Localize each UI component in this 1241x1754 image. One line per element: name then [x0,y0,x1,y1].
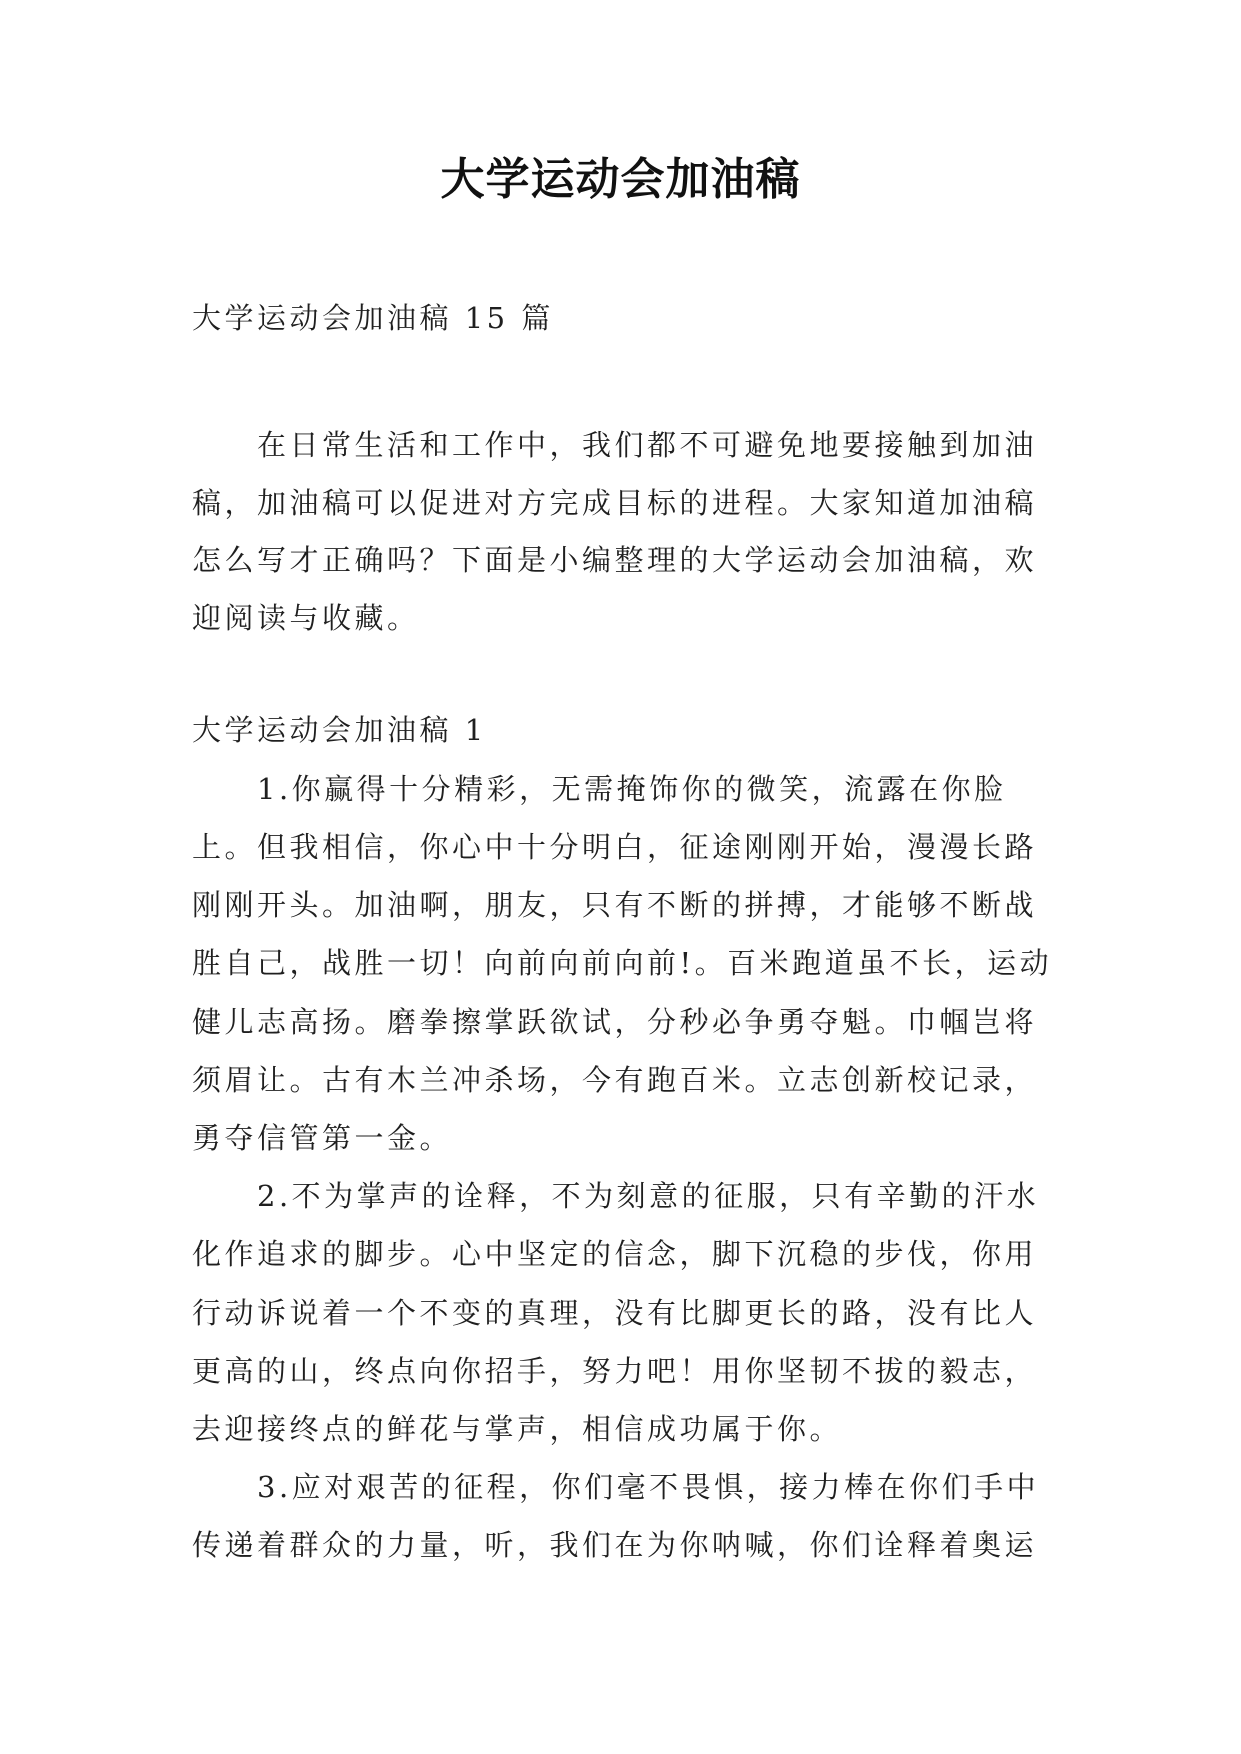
section-heading: 大学运动会加油稿 1 [192,712,487,747]
paragraph-1: 1.你赢得十分精彩，无需掩饰你的微笑，流露在你脸上。但我相信，你心中十分明白，征途刚刚开始，漫漫长路刚刚开头。加油啊，朋友，只有不断的拼搏，才能够不断战胜自己，战胜一切！向前向前向前!。百米跑道虽不长，运动健儿志高扬。磨拳擦掌跃欲试，分秒必争勇夺魁。巾帼岂将须眉让。古有木兰冲杀场，今有跑百米。立志创新校记录，勇夺信管第一金。 [192,771,1053,1156]
document-subtitle: 大学运动会加油稿 15 篇 [192,301,554,335]
paragraph-3: 3.应对艰苦的征程，你们毫不畏惧，接力棒在你们手中传递着群众的力量，听，我们在为你呐喊，你们诠释着奥运 [192,1470,1040,1563]
document-body [192,288,1062,1575]
intro-paragraph: 在日常生活和工作中，我们都不可避免地要接触到加油稿，加油稿可以促进对方完成目标的进程。大家知道加油稿怎么写才正确吗？下面是小编整理的大学运动会加油稿，欢迎阅读与收藏。 [192,428,1038,636]
document-title: 大学运动会加油稿 [440,154,801,205]
paragraph-2: 2.不为掌声的诠释，不为刻意的征服，只有辛勤的汗水化作追求的脚步。心中坚定的信念，脚下沉稳的步伐，你用行动诉说着一个不变的真理，没有比脚更长的路，没有比人更高的山，终点向你招手，努力吧！用你坚韧不拔的毅志，去迎接终点的鲜花与掌声，相信成功属于你。 [192,1179,1040,1447]
